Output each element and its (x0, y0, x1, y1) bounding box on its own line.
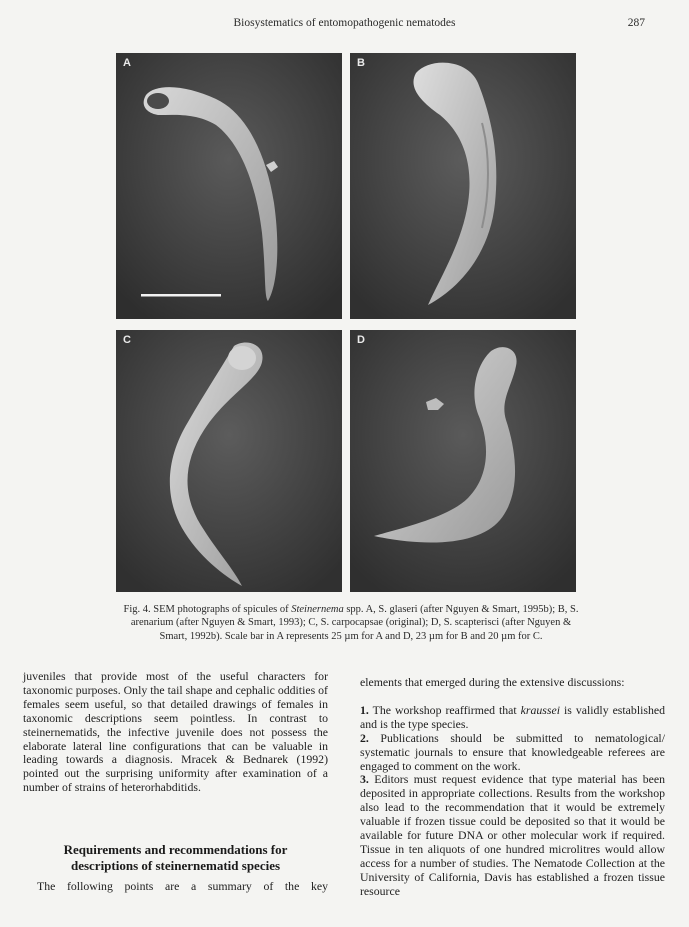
spicule-d-image (350, 330, 576, 592)
caption-genus: Steinernema (291, 604, 344, 615)
point-1-number: 1. (360, 702, 369, 717)
caption-lead: Fig. 4. SEM photographs of spicules of (123, 604, 292, 615)
figure-panel-a (116, 53, 342, 319)
section-heading-line-2: descriptions of steinernematid species (70, 858, 281, 873)
page-number: 287 (627, 17, 645, 29)
point-1-species: kraussei (520, 702, 560, 717)
panel-label-b: B (357, 57, 365, 69)
figure-panel-b (350, 53, 576, 319)
point-3-text: Editors must request evidence that type material has been deposited in appropriate collections. Results from the workshop also lead to the recommendation that it would be extremely valuable if frozen tissue could be deposited so that it would be available for future DNA or other molecular work if required. Tissue in ten aliquots of one hundred microlitres would allow access for a number of studies. The Nematode Collection at the University of California, Davis has established a frozen tissue resource (360, 772, 665, 898)
right-intro: elements that emerged during the extensive discussions: (360, 675, 625, 689)
figure-caption (116, 603, 586, 643)
left-column (23, 670, 328, 795)
running-title: Biosystematics of entomopathogenic nematodes (233, 17, 456, 29)
panel-label-c: C (123, 334, 131, 346)
caption-rest: spp. A, S. glaseri (after Nguyen & Smart, 1995b); B, S. arenarium (after Nguyen & Smart, 1993); C, S. carpocapsae (original); D, S. scapterisci (after Nguyen & Smart, 1992b). Scale bar in A represents 25 µm for A and D, 23 µm for B and 20 µm for C. (130, 604, 579, 642)
point-3 (360, 773, 665, 898)
figure-panel-d (350, 330, 576, 592)
point-2 (360, 732, 665, 774)
figure-panel-c (116, 330, 342, 592)
section-heading-line-1: Requirements and recommendations for (63, 842, 288, 857)
point-1-text-a: The workshop reaffirmed that (368, 702, 521, 717)
right-column (360, 676, 665, 899)
spicule-b-image (350, 53, 576, 319)
point-2-number: 2. (360, 730, 369, 745)
point-1-text-b: is validly established and is the type species. (360, 702, 665, 731)
panel-label-d: D (357, 334, 365, 346)
left-last-line: The following points are a summary of the key (37, 879, 328, 893)
point-1 (360, 704, 665, 732)
point-3-number: 3. (360, 772, 369, 787)
spicule-a-image (116, 53, 342, 319)
spicule-c-image (116, 330, 342, 592)
section-heading (23, 842, 328, 874)
panel-label-a: A (123, 57, 131, 69)
point-2-text: Publications should be submitted to nematological/ systematic journals to ensure that knowledgeable referees are engaged to comment on the work. (360, 730, 665, 773)
scale-bar (141, 294, 221, 297)
left-paragraph: juveniles that provide most of the useful characters for taxonomic purposes. Only the tail shape and cephalic oddities of females seem useful, so that detailed drawings of females in taxonomic descriptions seem pointless. In contrast to steinernematids, the infective juvenile does not possess the elaborate lateral line configurations that can be valuable in leading towards a diagnosis. Mracek & Bednarek (1992) pointed out the surprising uniformity after examination of a number of strains of heterorhabditids. (23, 669, 328, 795)
